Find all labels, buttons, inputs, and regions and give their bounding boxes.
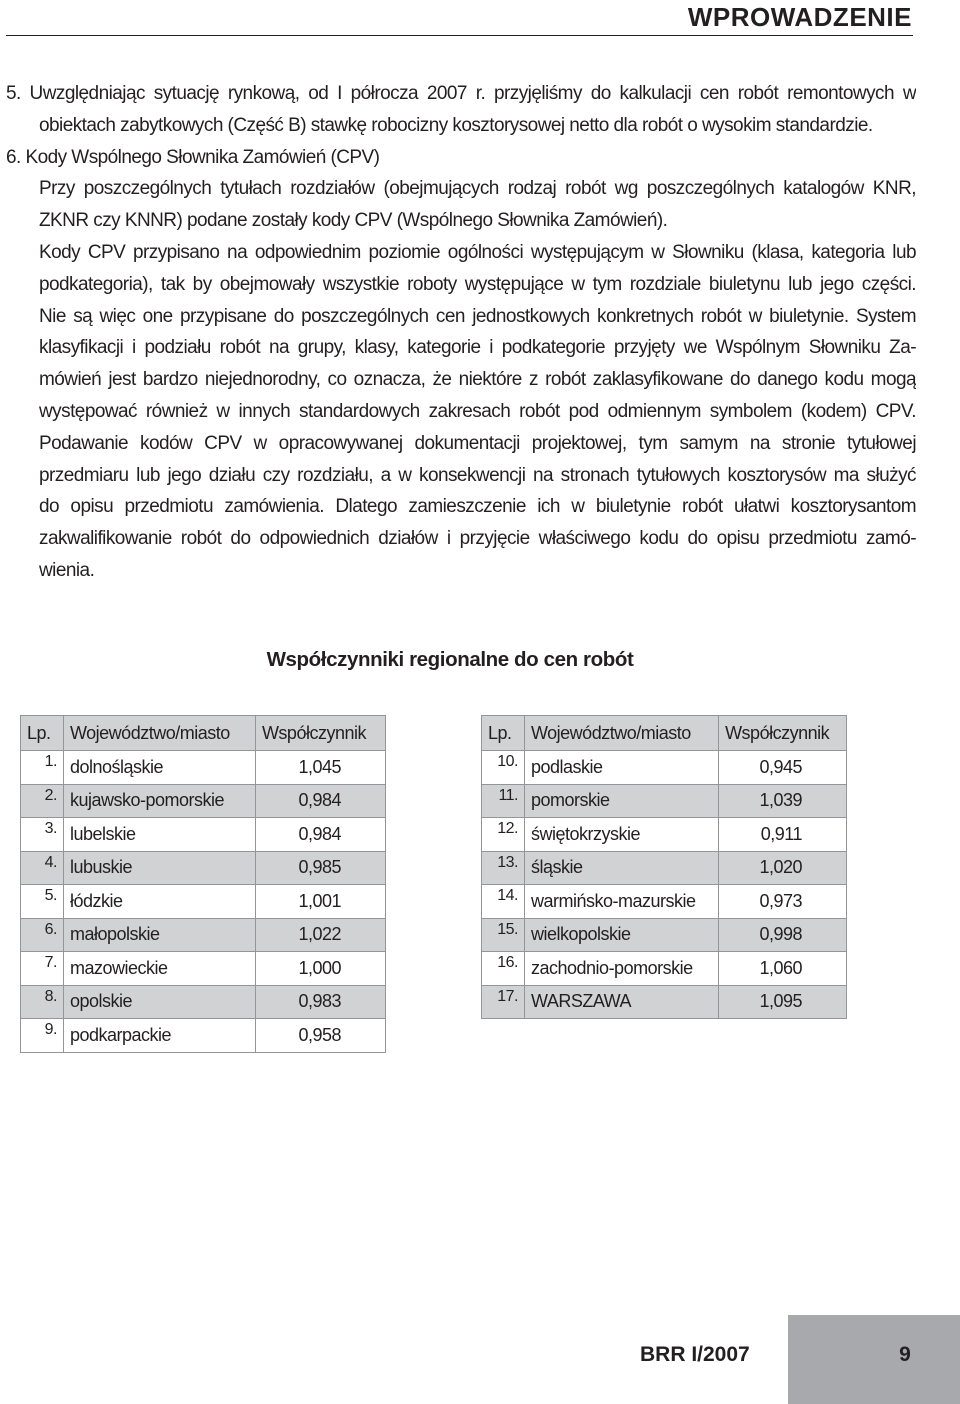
column-header-region: Województwo/miasto — [64, 716, 256, 751]
row-coefficient: 1,020 — [719, 851, 847, 885]
row-region: zachodnio-pomorskie — [525, 952, 719, 986]
row-lp: 4. — [21, 851, 64, 885]
paragraph-line: 5. Uwzględniając sytuację rynkową, od I półrocza 2007 r. przyjęliśmy do kalkulacji cen robót remontowych w — [6, 83, 916, 104]
paragraph-line: do opisu przedmiotu zamówienia. Dlatego zamieszczenie ich w biuletynie robót ułatwi kosztorysantom — [39, 496, 916, 518]
row-region: dolnośląskie — [64, 751, 256, 785]
paragraph-line: obiektach zabytkowych (Część B) stawkę robocizny kosztorysowej netto dla robót o wysokim standardzie. — [39, 114, 873, 136]
paragraph-line: wienia. — [39, 559, 95, 581]
row-region: podlaskie — [525, 751, 719, 785]
section-title: WPROWADZENIE — [687, 2, 912, 32]
table-row — [21, 784, 386, 818]
row-region: lubelskie — [64, 818, 256, 852]
paragraph-line: zakwalifikowanie robót do odpowiednich działów i przyjęcie właściwego kodu do opisu przedmiotu zamó- — [39, 528, 916, 550]
column-header-lp: Lp. — [482, 716, 525, 751]
row-region: mazowieckie — [64, 952, 256, 986]
coefficient-table-right — [481, 715, 847, 1019]
paragraph-line: mówień jest bardzo niejednorodny, co oznacza, że niektóre z robót zaklasyfikowane do danego kodu mogą — [39, 369, 916, 391]
row-coefficient: 1,045 — [255, 751, 385, 785]
paragraph-line: Kody CPV przypisano na odpowiednim poziomie ogólności występującym w Słowniku (klasa, kategoria lub — [39, 241, 916, 263]
row-coefficient: 0,998 — [719, 918, 847, 952]
row-region: łódzkie — [64, 885, 256, 919]
tables-heading: Współczynniki regionalne do cen robót — [266, 648, 634, 671]
row-region: podkarpackie — [64, 1019, 256, 1053]
table-row — [21, 851, 386, 885]
table-header-row — [21, 716, 386, 751]
paragraph-line: występować również w innych standardowych zakresach robót pod odmiennym symbolem (kodem) CPV. — [39, 400, 916, 422]
row-region: śląskie — [525, 851, 719, 885]
paragraph-line: Przy poszczególnych tytułach rozdziałów (obejmujących rodzaj robót wg poszczególnych katalogów KNR, — [39, 178, 916, 200]
paragraph-line: ZKNR czy KNNR) podane zostały kody CPV (Wspólnego Słownika Zamówień). — [39, 210, 668, 232]
row-lp: 2. — [21, 784, 64, 818]
row-coefficient: 0,958 — [255, 1019, 385, 1053]
paragraph-line: podkategoria), tak by obejmowały wszystkie roboty występujące w tym rozdziale biuletynu lub jego części. — [39, 273, 916, 295]
table-row — [482, 952, 847, 986]
table-row — [21, 918, 386, 952]
row-coefficient: 0,945 — [719, 751, 847, 785]
table-row — [482, 851, 847, 885]
table-row — [21, 985, 386, 1019]
paragraph-line: Nie są więc one przypisane do poszczególnych cen jednostkowych konkretnych robót w biuletynie. System — [39, 305, 916, 327]
table-header-row — [482, 716, 847, 751]
row-lp: 17. — [482, 985, 525, 1019]
table-row — [21, 818, 386, 852]
publication-label: BRR I/2007 — [640, 1343, 750, 1366]
row-region: WARSZAWA — [525, 985, 719, 1019]
table-row — [482, 918, 847, 952]
row-region: pomorskie — [525, 784, 719, 818]
row-coefficient: 1,095 — [719, 985, 847, 1019]
row-coefficient: 1,039 — [719, 784, 847, 818]
table-row — [21, 1019, 386, 1053]
row-region: opolskie — [64, 985, 256, 1019]
row-lp: 11. — [482, 784, 525, 818]
column-header-lp: Lp. — [21, 716, 64, 751]
table-row — [482, 751, 847, 785]
row-coefficient: 0,985 — [255, 851, 385, 885]
row-lp: 8. — [21, 985, 64, 1019]
row-coefficient: 0,911 — [719, 818, 847, 852]
paragraph-line: Podawanie kodów CPV w opracowywanej dokumentacji projektowej, tym samym na stronie tytułowej — [39, 432, 916, 454]
paragraph-line: przedmiaru lub jego działu czy rozdziału, a w konsekwencji na stronach tytułowych kosztorysów ma służyć — [39, 464, 916, 486]
row-coefficient: 0,973 — [719, 885, 847, 919]
table-row — [482, 818, 847, 852]
table-row — [482, 885, 847, 919]
coefficient-table-left — [20, 715, 386, 1053]
row-coefficient: 1,000 — [255, 952, 385, 986]
row-region: warmińsko-mazurskie — [525, 885, 719, 919]
row-lp: 6. — [21, 918, 64, 952]
row-lp: 13. — [482, 851, 525, 885]
row-coefficient: 0,983 — [255, 985, 385, 1019]
table-row — [482, 985, 847, 1019]
row-lp: 9. — [21, 1019, 64, 1053]
row-coefficient: 0,984 — [255, 784, 385, 818]
row-lp: 5. — [21, 885, 64, 919]
page-number: 9 — [899, 1343, 911, 1366]
table-row — [21, 885, 386, 919]
header-divider — [6, 35, 913, 36]
column-header-coefficient: Współczynnik — [255, 716, 385, 751]
row-coefficient: 0,984 — [255, 818, 385, 852]
row-region: kujawsko-pomorskie — [64, 784, 256, 818]
table-row — [21, 952, 386, 986]
row-coefficient: 1,022 — [255, 918, 385, 952]
row-coefficient: 1,060 — [719, 952, 847, 986]
row-region: lubuskie — [64, 851, 256, 885]
row-lp: 16. — [482, 952, 525, 986]
row-lp: 7. — [21, 952, 64, 986]
row-coefficient: 1,001 — [255, 885, 385, 919]
paragraph-line: 6. Kody Wspólnego Słownika Zamówień (CPV) — [6, 146, 380, 168]
column-header-coefficient: Współczynnik — [719, 716, 847, 751]
row-lp: 14. — [482, 885, 525, 919]
row-lp: 10. — [482, 751, 525, 785]
row-lp: 1. — [21, 751, 64, 785]
row-lp: 12. — [482, 818, 525, 852]
row-lp: 15. — [482, 918, 525, 952]
table-row — [482, 784, 847, 818]
row-lp: 3. — [21, 818, 64, 852]
paragraph-line: klasyfikacji i podziału robót na grupy, klasy, kategorie i podkategorie przyjęty we Wspólnym Słowniku Za- — [39, 337, 916, 359]
row-region: świętokrzyskie — [525, 818, 719, 852]
table-row — [21, 751, 386, 785]
row-region: małopolskie — [64, 918, 256, 952]
column-header-region: Województwo/miasto — [525, 716, 719, 751]
row-region: wielkopolskie — [525, 918, 719, 952]
body-text — [6, 78, 916, 587]
